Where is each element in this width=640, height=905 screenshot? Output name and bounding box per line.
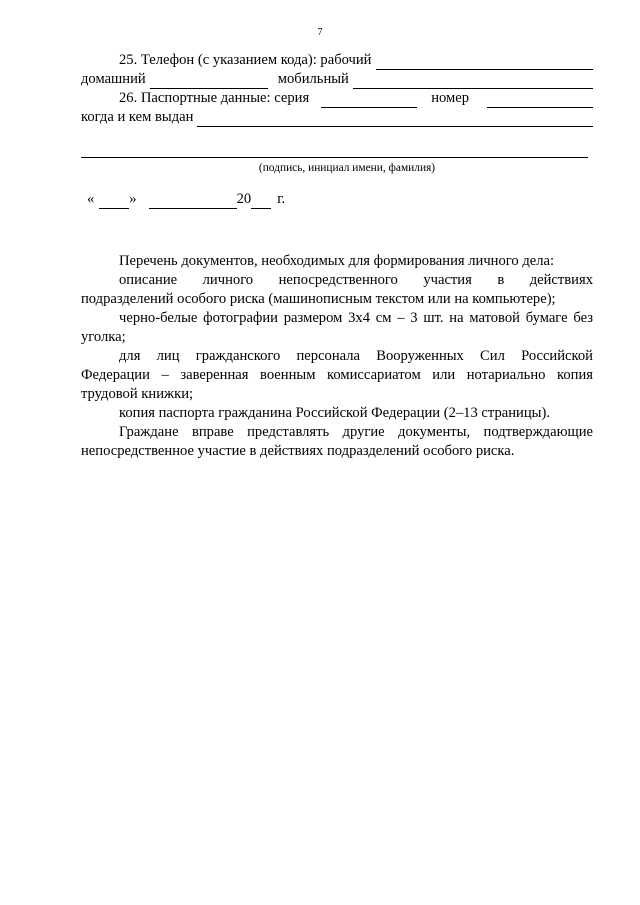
date-day-field[interactable] <box>99 195 129 209</box>
date-year-field[interactable] <box>251 195 271 209</box>
signature-field[interactable] <box>81 151 588 158</box>
passport-number-field[interactable] <box>487 94 593 108</box>
date-year-prefix: 20 <box>236 191 252 207</box>
phone-home-mobile-line <box>81 70 593 89</box>
documents-item-3-line-1: для лиц гражданского персонала Вооруженных Сил Российской <box>119 348 593 364</box>
date-month-field[interactable] <box>149 195 237 209</box>
date-open-quote: « <box>87 191 95 207</box>
passport-issued-label: когда и кем выдан <box>81 109 194 125</box>
documents-note-line-2: непосредственное участие в действиях подразделений особого риска. <box>81 443 515 459</box>
date-line <box>81 190 593 209</box>
phone-mobile-label: мобильный <box>277 71 349 87</box>
documents-item-4: копия паспорта гражданина Российской Федерации (2–13 страницы). <box>119 405 550 421</box>
passport-issued-field[interactable] <box>197 113 593 127</box>
documents-item-1-line-2: подразделений особого риска (машинописным текстом или на компьютере); <box>81 291 556 307</box>
passport-series-field[interactable] <box>321 94 417 108</box>
date-close-quote: » <box>129 191 137 207</box>
phone-mobile-field[interactable] <box>353 75 593 89</box>
phone-label: 25. Телефон (с указанием кода): рабочий <box>119 52 372 68</box>
documents-item-2-line-1: черно-белые фотографии размером 3х4 см – 3 шт. на матовой бумаге без <box>119 310 593 326</box>
phone-work-line <box>81 51 593 70</box>
documents-list <box>81 252 593 461</box>
documents-item-2-line-2: уголка; <box>81 329 126 345</box>
phone-home-field[interactable] <box>150 75 268 89</box>
passport-number-label: номер <box>431 90 470 106</box>
documents-item-3-line-2: Федерации – заверенная военным комиссариатом или нотариально копия <box>81 367 593 383</box>
passport-series-line <box>81 89 593 108</box>
documents-item-1-line-1: описание личного непосредственного участия в действиях <box>119 272 593 288</box>
documents-heading: Перечень документов, необходимых для формирования личного дела: <box>119 253 555 269</box>
phone-home-label: домашний <box>81 71 146 87</box>
date-year-suffix: г. <box>277 191 286 207</box>
phone-work-field[interactable] <box>376 56 594 70</box>
signature-caption: (подпись, инициал имени, фамилия) <box>258 162 436 174</box>
passport-label: 26. Паспортные данные: серия <box>119 90 310 106</box>
form-content <box>81 51 593 461</box>
documents-item-3-line-3: трудовой книжки; <box>81 386 194 402</box>
documents-note-line-1: Граждане вправе представлять другие документы, подтверждающие <box>119 424 593 440</box>
passport-issued-line <box>81 108 593 127</box>
page-number: 7 <box>317 27 323 38</box>
